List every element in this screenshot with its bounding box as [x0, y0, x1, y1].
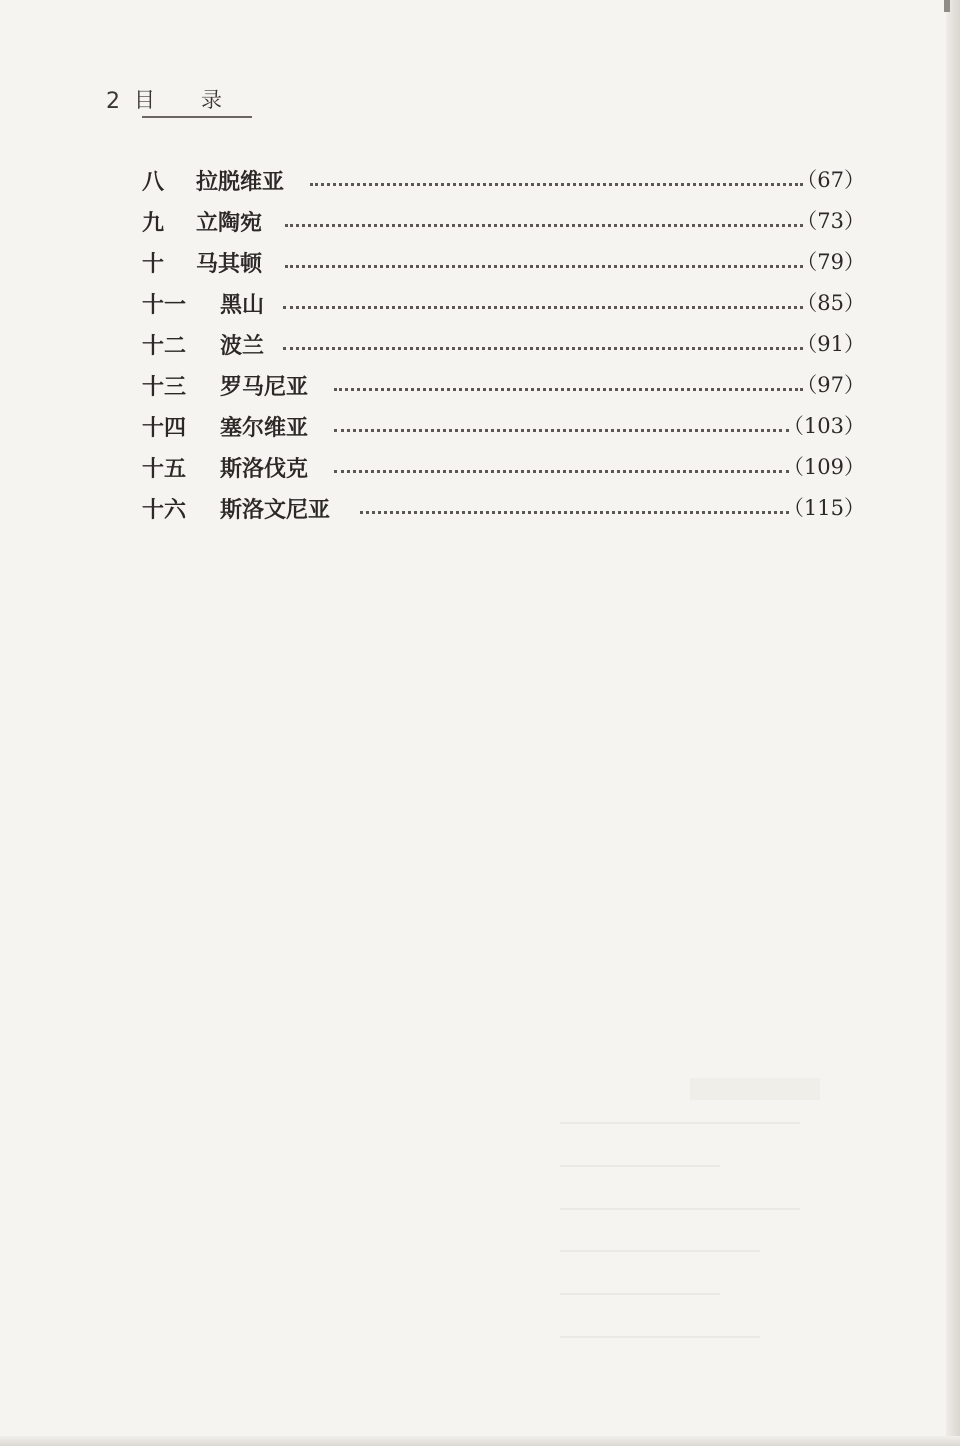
toc-entry-title: 立陶宛: [196, 210, 263, 236]
toc-entry: [142, 367, 865, 408]
toc-entry-page: （115）: [782, 496, 865, 520]
toc-entry: [142, 326, 865, 367]
toc-entry-number: 十五: [142, 456, 187, 482]
toc-entry-title: 斯洛文尼亚: [220, 497, 331, 523]
toc-dot-leader: [334, 429, 789, 432]
toc-entry-number: 十六: [142, 497, 187, 523]
toc-entry-title: 塞尔维亚: [220, 415, 309, 441]
toc-entry-page: （97）: [796, 373, 865, 397]
toc-dot-leader: [310, 183, 803, 186]
page-number: 2: [106, 89, 120, 114]
toc-dot-leader: [334, 388, 803, 391]
toc-entry: [142, 203, 865, 244]
header-underline: [142, 116, 252, 118]
toc-entry-title: 黑山: [220, 292, 265, 318]
toc-entry-title: 马其顿: [196, 251, 263, 277]
page-edge-shadow: [946, 0, 960, 1446]
toc-entry-page: （67）: [796, 168, 865, 192]
toc-entry-number: 十三: [142, 374, 187, 400]
page-bottom-edge: [0, 1436, 960, 1446]
toc-entry: [142, 285, 865, 326]
running-title: [134, 86, 268, 116]
toc-dot-leader: [283, 347, 803, 350]
toc-dot-leader: [360, 511, 790, 514]
toc-entry-number: 十二: [142, 333, 187, 359]
toc-entry-page: （85）: [796, 291, 865, 315]
toc-entry: [142, 162, 865, 203]
toc-entry-number: 十一: [142, 292, 187, 318]
toc-entry-page: （91）: [796, 332, 865, 356]
toc-entry-number: 八: [142, 169, 165, 195]
toc-entry-page: （73）: [796, 209, 865, 233]
toc-entry-number: 十: [142, 251, 165, 277]
scan-corner-mark: [944, 0, 950, 12]
page-header: [106, 86, 268, 116]
table-of-contents: [142, 162, 865, 531]
toc-dot-leader: [334, 470, 789, 473]
toc-entry-title: 波兰: [220, 333, 265, 359]
toc-entry-page: （79）: [796, 250, 865, 274]
toc-entry-page: （109）: [782, 455, 865, 479]
toc-entry-title: 罗马尼亚: [220, 374, 309, 400]
toc-dot-leader: [283, 306, 803, 309]
toc-entry: [142, 490, 865, 531]
toc-dot-leader: [285, 265, 804, 268]
toc-dot-leader: [285, 224, 804, 227]
toc-entry: [142, 244, 865, 285]
toc-entry: [142, 449, 865, 490]
toc-entry-title: 斯洛伐克: [220, 456, 309, 482]
running-title-text: 目录: [134, 88, 268, 112]
toc-entry: [142, 408, 865, 449]
toc-entry-number: 十四: [142, 415, 187, 441]
toc-entry-number: 九: [142, 210, 165, 236]
toc-entry-page: （103）: [782, 414, 865, 438]
toc-entry-title: 拉脱维亚: [196, 169, 285, 195]
